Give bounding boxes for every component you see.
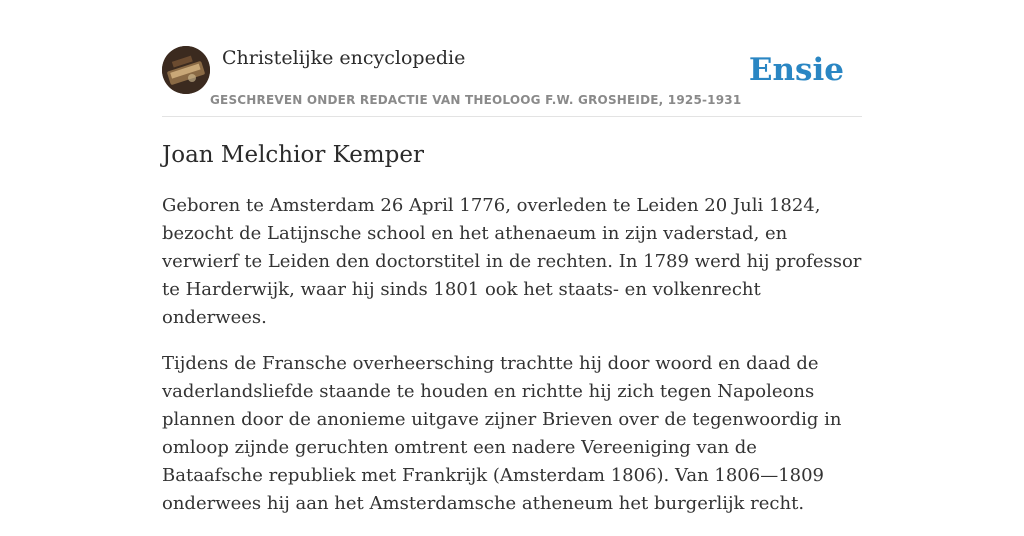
site-name[interactable]: Christelijke encyclopedie: [222, 47, 466, 69]
book-photo-icon[interactable]: [162, 46, 210, 94]
site-subtitle: GESCHREVEN ONDER REDACTIE VAN THEOLOOG F.W. GROSHEIDE, 1925-1931: [210, 93, 742, 107]
brand-logo[interactable]: Ensie: [748, 52, 844, 88]
article-paragraph: Tijdens de Fransche overheersching trachtte hij door woord en daad de vaderlandsliefde staande te houden en richtte hij zich tegen Napoleons plannen door de anonieme uitgave zijner Brieven over de tegenwoordig in omloop zijnde geruchten omtrent een nadere Vereeniging van de Bataafsche republiek met Frankrijk (Amsterdam 1806). Van 1806—1809 onderwees hij aan het Amsterdamsche atheneum het burgerlijk recht.: [162, 353, 842, 514]
page-title: Joan Melchior Kemper: [162, 142, 424, 168]
site-header: [162, 46, 862, 117]
article-paragraph: Geboren te Amsterdam 26 April 1776, overleden te Leiden 20 Juli 1824, bezocht de Latijnsche school en het athenaeum in zijn vaderstad, en verwierf te Leiden den doctorstitel in de rechten. In 1789 werd hij professor te Harderwijk, waar hij sinds 1801 ook het staats- en volkenrecht onderwees.: [162, 195, 862, 328]
article-body: [162, 192, 862, 536]
